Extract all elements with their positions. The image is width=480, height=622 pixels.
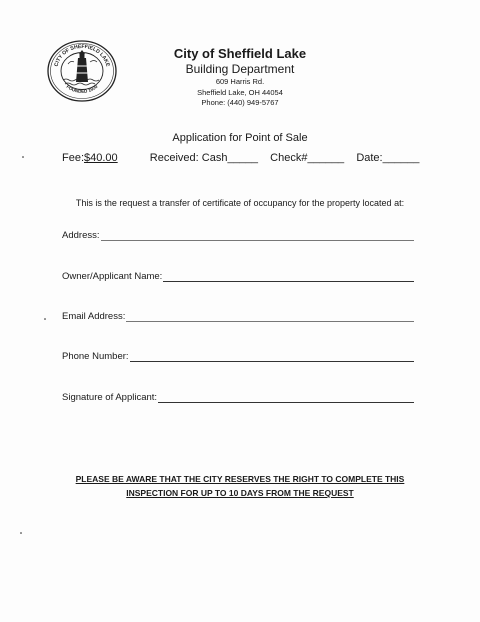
street-address: 609 Harris Rd. bbox=[215, 77, 265, 86]
date-field[interactable]: Date:______ bbox=[356, 152, 420, 164]
email-field[interactable] bbox=[62, 311, 414, 322]
notice-line-1: PLEASE BE AWARE THAT THE CITY RESERVES THE RIGHT TO COMPLETE THIS bbox=[75, 474, 405, 484]
address-line[interactable] bbox=[101, 231, 415, 241]
email-label: Email Address: bbox=[62, 311, 126, 322]
phone-number: Phone: (440) 949-5767 bbox=[201, 98, 279, 107]
owner-name-line[interactable] bbox=[163, 272, 414, 282]
check-number-field[interactable]: Check#______ bbox=[270, 152, 345, 164]
phone-field[interactable] bbox=[62, 351, 414, 362]
owner-name-field[interactable] bbox=[62, 271, 414, 282]
letterhead bbox=[140, 46, 340, 109]
scan-speck bbox=[20, 532, 22, 534]
phone-label: Phone Number: bbox=[62, 351, 129, 362]
signature-field[interactable] bbox=[62, 392, 414, 403]
email-line[interactable] bbox=[126, 312, 414, 322]
signature-line[interactable] bbox=[158, 393, 414, 403]
svg-text:FOUNDED 1920 bbox=[66, 84, 99, 94]
org-name: City of Sheffield Lake bbox=[173, 46, 307, 61]
address-field[interactable] bbox=[62, 230, 414, 241]
fee-amount: $40.00 bbox=[84, 152, 118, 164]
owner-name-label: Owner/Applicant Name: bbox=[62, 271, 163, 282]
scan-speck bbox=[44, 318, 46, 320]
lighthouse-seal-icon bbox=[46, 40, 118, 102]
seal-top-text: CITY OF SHEFFIELD LAKE bbox=[53, 43, 111, 68]
fee-label: Fee: bbox=[62, 152, 85, 164]
department-name: Building Department bbox=[185, 62, 295, 76]
notice-line-2: INSPECTION FOR UP TO 10 DAYS FROM THE REQUEST bbox=[126, 488, 354, 498]
intro-text: This is the request a transfer of certificate of occupancy for the property located at: bbox=[75, 198, 405, 208]
phone-line[interactable] bbox=[130, 352, 414, 362]
fee-row bbox=[62, 152, 419, 164]
seal-bottom-text: FOUNDED 1920 bbox=[65, 83, 99, 94]
signature-label: Signature of Applicant: bbox=[62, 392, 158, 403]
address-label: Address: bbox=[62, 230, 100, 241]
scan-speck bbox=[22, 156, 24, 158]
city-state-zip: Sheffield Lake, OH 44054 bbox=[197, 87, 283, 97]
received-cash-field[interactable]: Received: Cash_____ bbox=[149, 152, 259, 164]
notice bbox=[60, 472, 420, 500]
form-title: Application for Point of Sale bbox=[172, 132, 308, 144]
